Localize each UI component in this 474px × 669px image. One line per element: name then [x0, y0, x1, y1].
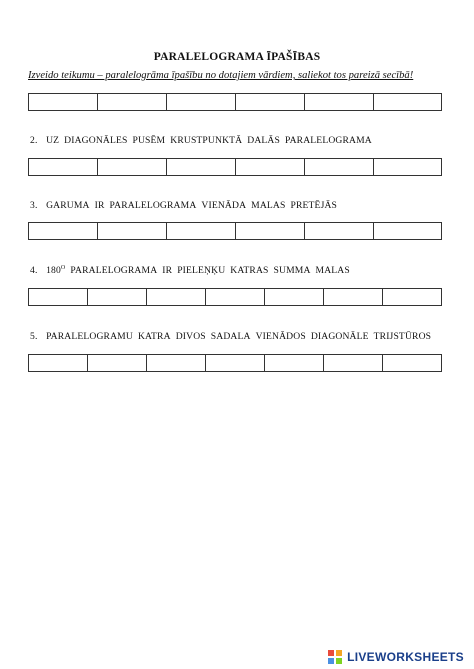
- answer-box[interactable]: [205, 354, 264, 372]
- answer-box[interactable]: [264, 288, 323, 306]
- answer-box[interactable]: [235, 222, 304, 240]
- word: KRUSTPUNKTĀ: [170, 135, 243, 146]
- task-words: [46, 200, 342, 211]
- answer-box[interactable]: [205, 288, 264, 306]
- word: GARUMA: [46, 200, 90, 211]
- answer-box[interactable]: [28, 288, 87, 306]
- task-3: [30, 200, 342, 211]
- answer-box[interactable]: [166, 93, 235, 111]
- answer-row-2: [28, 158, 442, 176]
- task-words: [46, 331, 436, 342]
- answer-box[interactable]: [323, 354, 382, 372]
- task-5: [30, 331, 436, 342]
- answer-box[interactable]: [97, 222, 166, 240]
- instruction-text: Izveido teikumu – paralelogrāma īpašību no dotajiem vārdiem, saliekot tos pareizā secībā!: [28, 70, 414, 81]
- word: MALAS: [251, 200, 286, 211]
- answer-box[interactable]: [304, 158, 373, 176]
- task-2: [30, 135, 377, 146]
- word: PIELEŅĶU: [177, 265, 226, 277]
- word: VIENĀDOS: [255, 331, 306, 342]
- brand-text: LIVEWORKSHEETS: [347, 650, 464, 664]
- answer-box[interactable]: [28, 354, 87, 372]
- answer-box[interactable]: [87, 354, 146, 372]
- answer-row-1: [28, 93, 442, 111]
- word-with-degree: [46, 265, 65, 276]
- word: KATRAS: [230, 265, 269, 277]
- word: PRETĒJĀS: [290, 200, 338, 211]
- answer-box[interactable]: [28, 158, 97, 176]
- word: TRIJSTŪROS: [373, 331, 432, 342]
- task-words: [46, 135, 377, 146]
- word: DIVOS: [175, 331, 206, 342]
- word: PARALELOGRAMU: [46, 331, 133, 342]
- word: KATRA: [137, 331, 171, 342]
- answer-box[interactable]: [146, 354, 205, 372]
- word: MALAS: [315, 265, 350, 277]
- task-number: 5.: [30, 331, 38, 342]
- answer-box[interactable]: [235, 93, 304, 111]
- answer-box[interactable]: [166, 158, 235, 176]
- task-4: [30, 265, 355, 276]
- word: DALĀS: [247, 135, 280, 146]
- answer-row-3: [28, 222, 442, 240]
- word: IR: [162, 265, 173, 277]
- answer-box[interactable]: [146, 288, 205, 306]
- answer-box[interactable]: [382, 288, 442, 306]
- task-number: 3.: [30, 200, 38, 211]
- answer-box[interactable]: [373, 158, 442, 176]
- degree-superscript: O: [60, 265, 66, 271]
- answer-row-4: [28, 288, 442, 306]
- word: PARALELOGRAMA: [284, 135, 372, 146]
- word: VIENĀDA: [201, 200, 247, 211]
- answer-box[interactable]: [28, 222, 97, 240]
- answer-box[interactable]: [382, 354, 442, 372]
- answer-box[interactable]: [97, 158, 166, 176]
- answer-box[interactable]: [304, 93, 373, 111]
- page-title: PARALELOGRAMA ĪPAŠĪBAS: [153, 51, 321, 63]
- liveworksheets-footer: [327, 649, 464, 665]
- answer-box[interactable]: [28, 93, 97, 111]
- answer-box[interactable]: [97, 93, 166, 111]
- answer-box[interactable]: [373, 222, 442, 240]
- task-number: 4.: [30, 265, 38, 277]
- answer-box[interactable]: [166, 222, 235, 240]
- word: DIAGONĀLE: [310, 331, 369, 342]
- word: SUMMA: [273, 265, 311, 277]
- answer-row-5: [28, 354, 442, 372]
- answer-box[interactable]: [264, 354, 323, 372]
- word: 180: [46, 265, 61, 277]
- word: UZ: [46, 135, 60, 146]
- answer-box[interactable]: [235, 158, 304, 176]
- answer-box[interactable]: [373, 93, 442, 111]
- word: PUSĒM: [132, 135, 166, 146]
- answer-box[interactable]: [87, 288, 146, 306]
- word: DIAGONĀLES: [64, 135, 128, 146]
- answer-box[interactable]: [304, 222, 373, 240]
- word: PARALELOGRAMA: [70, 265, 158, 277]
- word: IR: [94, 200, 105, 211]
- word: PARALELOGRAMA: [109, 200, 197, 211]
- task-words: [46, 265, 355, 276]
- task-number: 2.: [30, 135, 38, 146]
- word: SADALA: [210, 331, 251, 342]
- answer-box[interactable]: [323, 288, 382, 306]
- liveworksheets-logo-icon: [327, 649, 343, 665]
